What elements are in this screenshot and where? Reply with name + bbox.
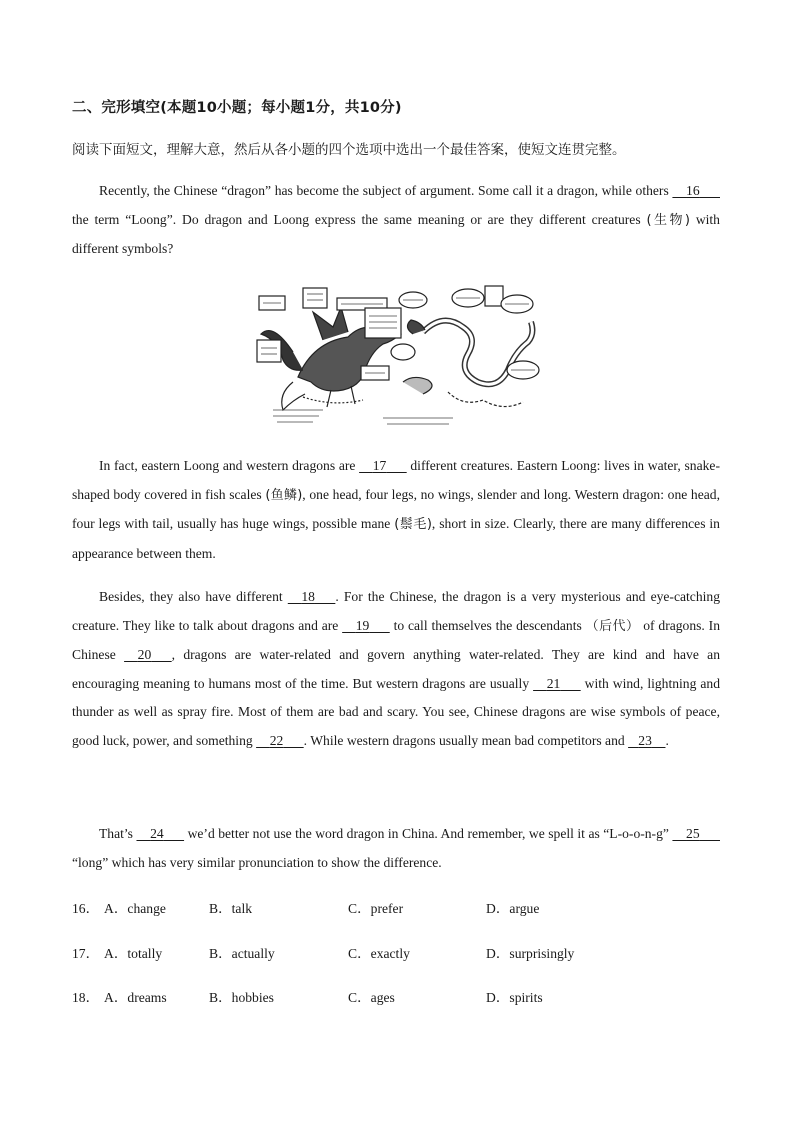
question-number: 16． (72, 901, 100, 916)
blank-18: 18 (301, 589, 315, 604)
dragon-comparison-illustration (253, 282, 543, 434)
option-b[interactable]: B．actually (209, 946, 275, 961)
paragraph-2 (72, 452, 720, 568)
p2-text-2: different creatures. Eastern Loong: lives in water, snake-shaped body covered in fish scales (72, 458, 720, 502)
option-d[interactable]: D．spirits (486, 990, 543, 1005)
p3-text-5: , dragons are water-related and govern anything water-related. They are kind and have an encouraging meaning to humans most of the time. But western dragons are usually (72, 647, 720, 691)
p2-cjk-1: (鱼鳞) (265, 487, 303, 503)
option-c[interactable]: C．exactly (348, 946, 410, 961)
option-c[interactable]: C．ages (348, 990, 395, 1005)
blank-25: 25 (686, 826, 700, 841)
p4-text-1: That’s (99, 826, 133, 841)
option-b[interactable]: B．hobbies (209, 990, 274, 1005)
blank-19: 19 (355, 617, 370, 633)
blank-16: 16 (686, 183, 700, 198)
p3-text-6: with wind, lightning and thunder as well as spray fire. Most of them are bad and scary. You see, Chinese dragons are wise symbols of peace, good luck, power, and something (72, 675, 720, 748)
section-title: 二、完形填空(本题10小题；每小题1分，共10分) (72, 100, 402, 116)
option-a[interactable]: A．totally (104, 946, 163, 961)
p3-text-3: to call themselves the descendants (393, 617, 582, 633)
paragraph-3 (72, 583, 720, 755)
p4-text-3: “long” which has very similar pronunciation to show the difference. (72, 854, 442, 870)
blank-17: 17 (372, 458, 387, 473)
option-a[interactable]: A．dreams (104, 990, 167, 1005)
p3-text-2: . For the Chinese, the dragon is a very mysterious and eye-catching creature. They like to talk about dragons and are (72, 589, 721, 633)
p1-text-3: with different symbols? (72, 211, 720, 256)
question-number: 18． (72, 990, 100, 1005)
p1-cjk-1: (生物) (646, 212, 690, 228)
p2-text-4: , short in size. Clearly, there are many differences in appearance between them. (72, 516, 720, 561)
option-d[interactable]: D．surprisingly (486, 946, 575, 961)
option-a[interactable]: A．change (104, 901, 166, 916)
p2-cjk-2: (鬃毛) (394, 517, 432, 532)
blank-22: 22 (269, 732, 284, 748)
option-d[interactable]: D．argue (486, 901, 540, 916)
blank-23: 23 (638, 732, 652, 748)
option-c[interactable]: C．prefer (348, 901, 404, 916)
p1-text-2: the term “Loong”. Do dragon and Loong express the same meaning or are they different creatures (72, 211, 641, 227)
paragraph-4 (72, 820, 720, 877)
question-number: 17． (72, 946, 100, 961)
p3-cjk-1: （后代） (585, 618, 640, 634)
p1-text-1: Recently, the Chinese “dragon” has become the subject of argument. Some call it a dragon, while others (99, 183, 669, 198)
p3-text-4: of dragons. In Chinese (72, 617, 720, 662)
p2-text-3: , one head, four legs, no wings, slender and long. Western dragon: one head, four legs with tail, usually has huge wings, possible mane (72, 486, 720, 531)
option-b[interactable]: B．talk (209, 901, 253, 916)
section-instruction: 阅读下面短文，理解大意，然后从各小题的四个选项中选出一个最佳答案，使短文连贯完整。 (72, 142, 626, 158)
p3-text-7: . While western dragons usually mean bad competitors and (303, 732, 625, 748)
p3-text-8: . (665, 732, 669, 748)
paragraph-1 (72, 177, 720, 264)
blank-24: 24 (150, 826, 164, 841)
p3-text-1: Besides, they also have different (99, 589, 283, 604)
blank-21: 21 (546, 675, 561, 691)
p2-text-1: In fact, eastern Loong and western dragons are (99, 458, 356, 473)
p4-text-2: we’d better not use the word dragon in China. And remember, we spell it as “L-o-o-n-g” (187, 826, 669, 841)
blank-20: 20 (137, 647, 152, 662)
